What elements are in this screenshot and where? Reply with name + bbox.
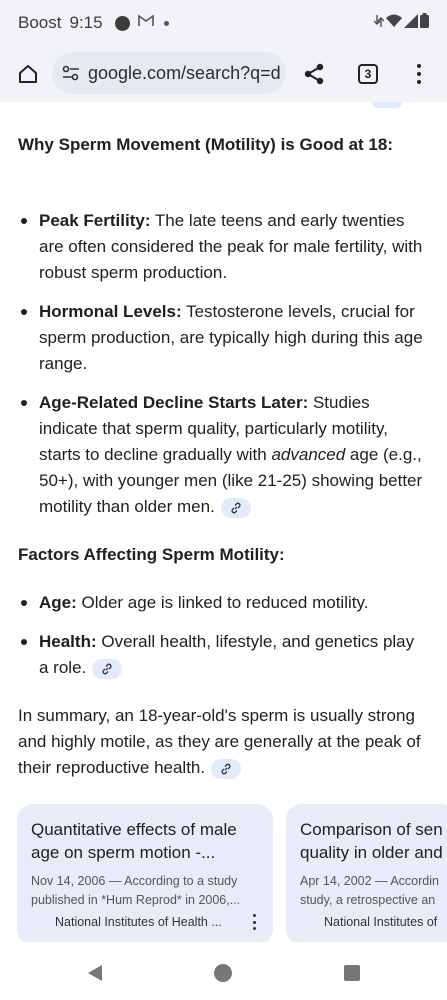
section-heading-motility: Why Sperm Movement (Motility) is Good at 18: (18, 135, 393, 154)
bullet-dot (21, 218, 27, 224)
bullet-emphasis: advanced (271, 445, 346, 464)
list-item (18, 629, 428, 681)
status-left (18, 13, 169, 33)
home-button[interactable] (16, 62, 40, 86)
bullet-term: Health: (39, 632, 97, 651)
link-chip[interactable] (372, 102, 402, 108)
url-text: google.com/search?q=d (88, 62, 281, 83)
signal-icon (404, 14, 418, 33)
link-icon (220, 763, 232, 775)
tabs-icon[interactable]: 3 (358, 64, 378, 84)
source-snippet (300, 872, 442, 910)
bullet-text: Overall health, lifestyle, and genetics play a role. (39, 632, 415, 677)
link-chip[interactable] (92, 659, 122, 679)
snippet-line: published in *Hum Reprod* in 2006,... (31, 893, 241, 907)
bullet-text: age (e.g., 50+), with younger men (like 21-25) showing better motility than older men. (39, 445, 423, 516)
link-chip[interactable] (221, 498, 251, 518)
bullet-dot (21, 309, 27, 315)
snippet-line: Nov 14, 2006 — According to a study (31, 874, 238, 888)
bullet-text: The late teens and early twenties are often considered the peak for male fertility, with robust sperm production. (39, 211, 423, 282)
notification-dot-icon (164, 21, 169, 26)
section-heading-factors: Factors Affecting Sperm Motility: (18, 545, 285, 564)
summary-paragraph (18, 703, 428, 781)
record-dot-icon (115, 16, 130, 31)
list-item (18, 208, 428, 286)
main-content (0, 102, 447, 942)
bullet-text: Testosterone levels, crucial for sperm production, are typically high during this age range. (39, 302, 423, 373)
more-vert-icon[interactable] (414, 62, 424, 86)
home-circle-icon[interactable] (214, 964, 232, 982)
link-icon (101, 663, 113, 675)
bullet-term: Age: (39, 593, 77, 612)
status-time: 9:15 (69, 13, 103, 32)
bullet-dot (21, 600, 27, 606)
list-item (18, 299, 428, 377)
bullet-text: Studies indicate that sperm quality, particularly motility, starts to decline gradually with (39, 393, 388, 464)
bullet-term: Age-Related Decline Starts Later: (39, 393, 309, 412)
share-button[interactable] (302, 62, 326, 86)
bullet-dot (21, 400, 27, 406)
list-item (18, 590, 428, 616)
link-chip[interactable] (211, 759, 241, 779)
system-nav-bar (0, 942, 447, 1000)
summary-text: In summary, an 18-year-old's sperm is usually strong and highly motile, as they are generally at the peak of their reproductive health. (18, 706, 421, 777)
data-arrows-icon (374, 14, 384, 33)
source-site: National Institutes of (324, 915, 438, 929)
browser-toolbar (0, 46, 447, 102)
snippet-line: study, a retrospective an (300, 893, 436, 907)
link-icon (230, 502, 242, 514)
bullet-text: Older age is linked to reduced motility. (76, 593, 369, 612)
source-site: National Institutes of Health ... (55, 915, 222, 929)
source-title: Comparison of sen quality in older and (300, 820, 443, 862)
more-vert-icon[interactable] (253, 914, 259, 930)
source-snippet (31, 872, 259, 910)
battery-icon (420, 13, 429, 33)
carrier-label: Boost (18, 13, 62, 32)
source-card[interactable] (286, 804, 447, 942)
bullet-term: Hormonal Levels: (39, 302, 182, 321)
recents-icon[interactable] (344, 965, 360, 981)
address-bar[interactable] (52, 52, 286, 94)
source-title: Quantitative effects of male age on sperm motion -... (31, 820, 237, 862)
source-card[interactable] (17, 804, 273, 942)
back-icon[interactable] (86, 964, 104, 987)
status-bar (0, 0, 447, 46)
snippet-line: Apr 14, 2002 — Accordin (300, 874, 439, 888)
site-settings-icon[interactable] (62, 65, 80, 81)
wifi-icon (386, 14, 402, 33)
share-icon (302, 62, 326, 86)
bullet-dot (21, 639, 27, 645)
status-right (374, 13, 429, 33)
home-icon (16, 62, 40, 86)
list-item (18, 390, 428, 520)
gmail-icon (138, 14, 154, 32)
bullet-term: Peak Fertility: (39, 211, 151, 230)
